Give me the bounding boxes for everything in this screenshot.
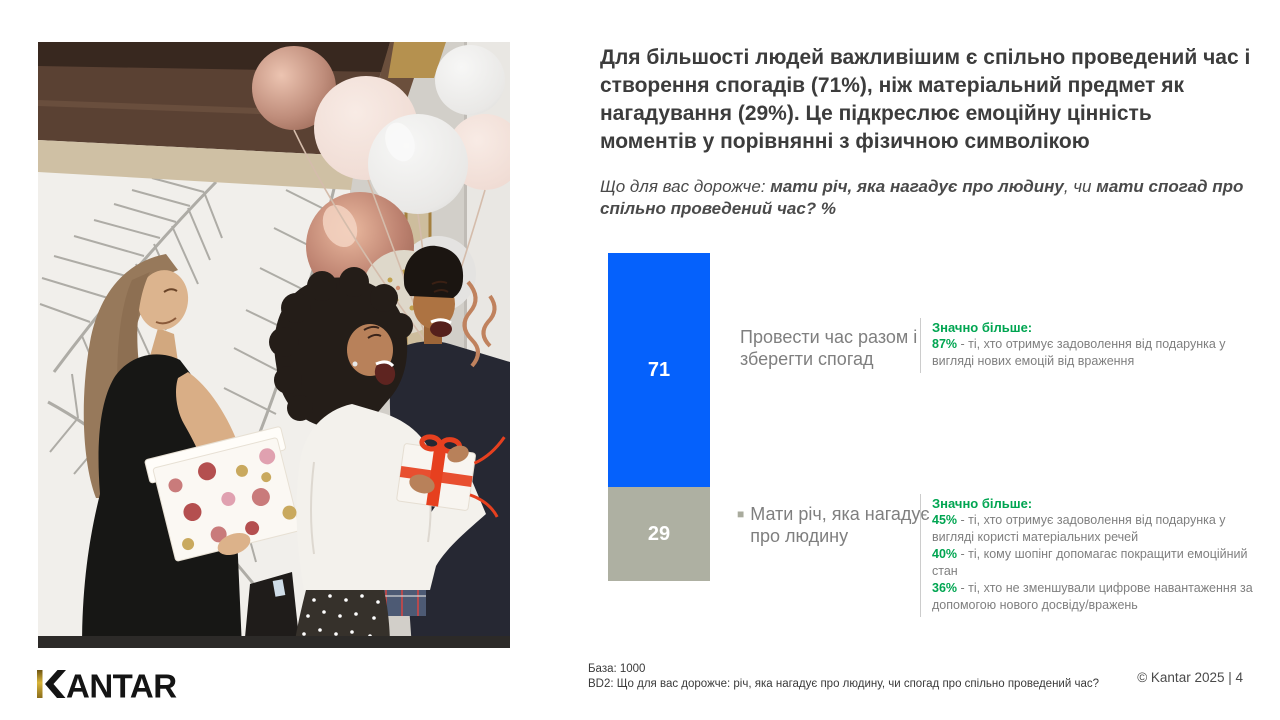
callout-header: Значно більше: [932,320,1033,335]
callout-text: - ті, хто отримує задоволення від подарунка у вигляді користі матеріальних речей [932,513,1226,544]
callout-item [932,336,1254,370]
callout-text: - ті, хто отримує задоволення від подарунка у вигляді нових емоцій від враження [932,337,1226,368]
headline: Для більшості людей важливішим є спільно проведений час і створення спогадів (71%), ніж матеріальний предмет як нагадування (29%). Це підкреслює емоційну цінність моментів у порівнянні з фізичною символікою [600,46,1251,153]
source-note: BD2: Що для вас дорожче: річ, яка нагадує про людину, чи спогад про спільно проведений час? [588,678,1100,690]
photo-bottom-strip [38,636,510,648]
bar-label-memories: Провести час разом і зберегти спогад [740,327,918,369]
callout-text: - ті, кому шопінг допомагає покращити емоційний стан [932,547,1248,578]
copyright-page-number: © Kantar 2025 | 4 [1137,670,1243,685]
bar-value-71: 71 [647,358,671,381]
question-prefix: Що для вас дорожче: [600,177,771,196]
callout-pct: 40% [932,547,958,561]
logo-k-strokes [45,670,66,698]
callout-pct: 45% [932,513,958,527]
bar-label-object-text: Мати річ, яка нагадує про людину [750,504,930,546]
question-option-2: мати спогад про спільно проведений час? % [600,177,1244,218]
legend-square-icon: ■ [737,507,745,521]
party-photo-illustration [38,42,510,648]
callout-item [932,546,1254,580]
footer-notes [588,662,1148,692]
callout-text: - ті, хто не зменшували цифрове навантаження за допомогою нового досвіду/вражень [932,581,1253,612]
callout-header: Значно більше: [932,496,1033,511]
callout-pct: 87% [932,337,958,351]
base-note: База: 1000 [588,663,646,675]
bar-value-29: 29 [647,522,671,545]
logo-gold-bar [37,670,43,698]
question-option-1: мати річ, яка нагадує про людину [770,177,1064,196]
survey-question [600,176,1248,220]
callout-pct: 36% [932,581,958,595]
logo-text: ANTAR [66,668,177,700]
stacked-bar-chart [608,253,710,581]
bar-segment-memories [608,253,710,487]
bar-label-object [737,503,937,547]
callout-object [920,494,1254,617]
callout-item [932,580,1254,614]
bar-segment-object [608,487,710,581]
kantar-logo [37,668,177,700]
question-connector: , чи [1063,177,1097,196]
callout-memories [920,318,1254,373]
callout-item [932,512,1254,546]
party-photo [38,42,510,648]
